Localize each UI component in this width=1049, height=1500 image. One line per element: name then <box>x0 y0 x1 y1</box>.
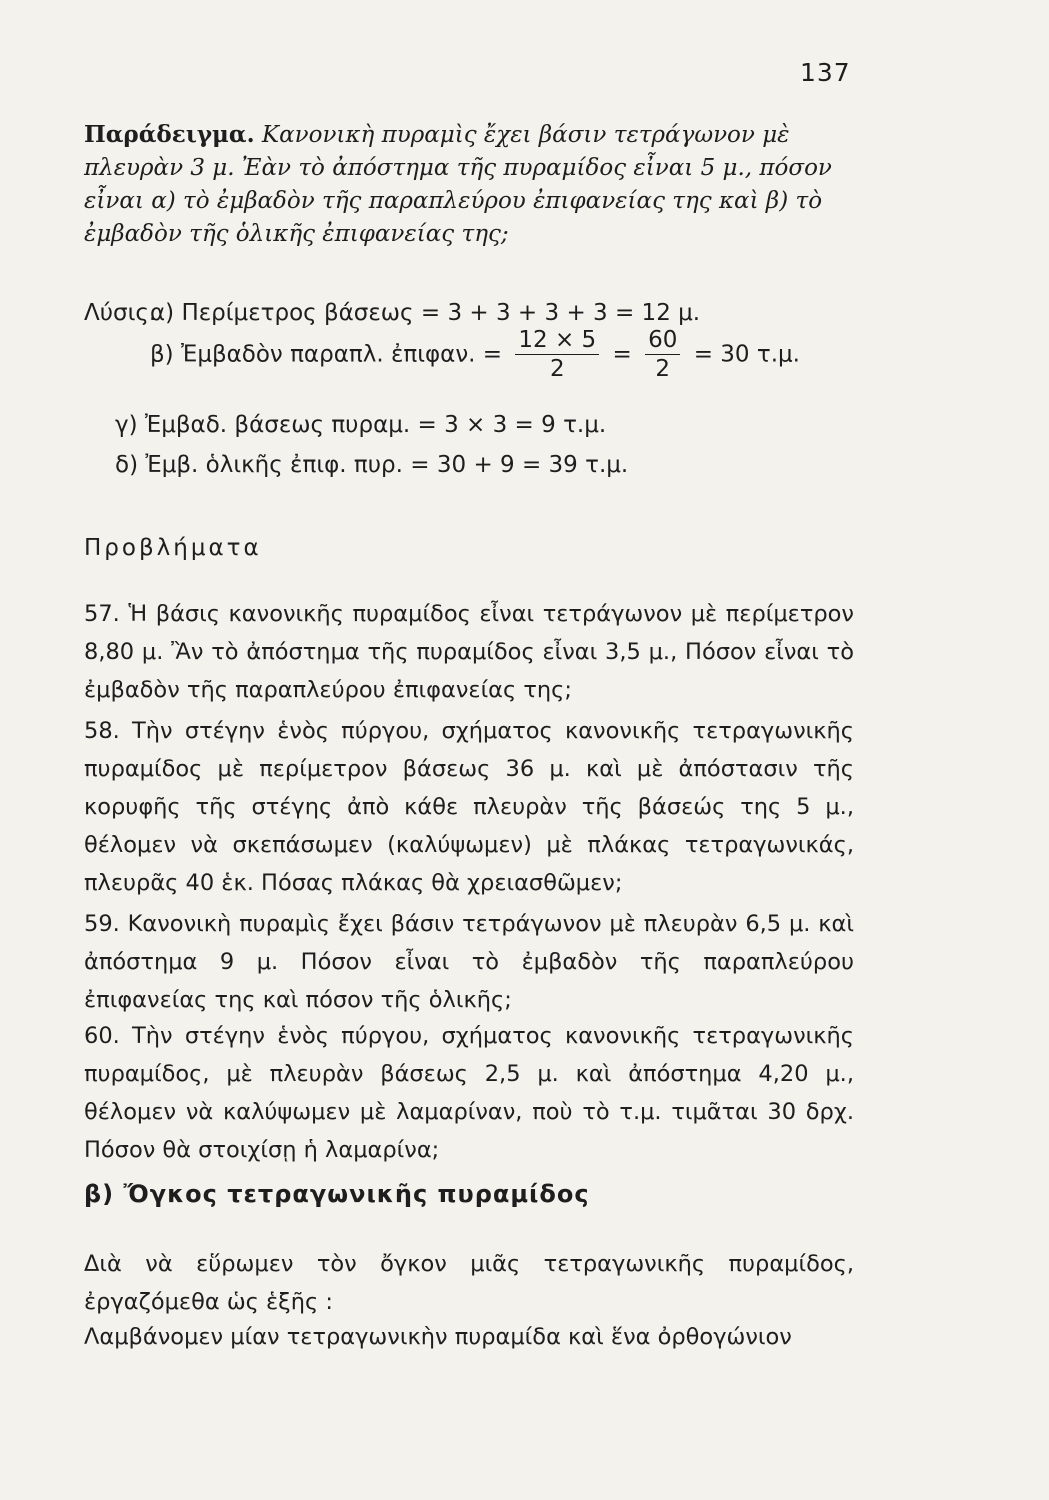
section-paragraph-1: Διὰ νὰ εὕρωμεν τὸν ὄγκον μιᾶς τετραγωνικῆς πυραμίδος, ἐργαζόμεθα ὡς ἑξῆς : <box>84 1251 854 1315</box>
solution-step-a: α) Περίμετρος βάσεως = 3 + 3 + 3 + 3 = 12 μ. <box>150 300 701 326</box>
fraction-12x5-over-2 <box>515 328 599 381</box>
problem-60: 60. Τὴν στέγην ἑνὸς πύργου, σχήματος κανονικῆς τετραγωνικῆς πυραμίδος, μὲ πλευρὰν βάσεως 2,5 μ. καὶ ἀπόστημα 4,20 μ., θέλομεν νὰ καλύψωμεν μὲ λαμαρίναν, ποὺ τὸ τ.μ. τιμᾶται 30 δρχ. Πόσον θὰ στοιχίσῃ ἡ λαμαρίνα; <box>84 1023 854 1163</box>
fraction-60-over-2 <box>645 328 680 381</box>
step-b-result: = 30 τ.μ. <box>693 341 800 368</box>
step-b-prefix: β) Ἐμβαδὸν παραπλ. ἐπιφαν. = <box>150 341 503 368</box>
fraction-denominator: 2 <box>549 356 565 382</box>
fraction-denominator: 2 <box>655 356 671 382</box>
problems-heading: Προβλήματα <box>84 535 262 561</box>
fraction-numerator: 12 × 5 <box>515 328 599 355</box>
solution-label: Λύσις. <box>84 300 157 326</box>
problem-57: 57. Ἡ βάσις κανονικῆς πυραμίδος εἶναι τετράγωνον μὲ περίμετρον 8,80 μ. Ἂν τὸ ἀπόστημα τῆς πυραμίδος εἶναι 3,5 μ., Πόσον εἶναι τὸ ἐμβαδὸν τῆς παραπλεύρου ἐπιφανείας της; <box>84 601 854 703</box>
solution-step-d: δ) Ἐμβ. ὁλικῆς ἐπιφ. πυρ. = 30 + 9 = 39 τ.μ. <box>115 452 629 478</box>
example-paragraph <box>84 118 864 251</box>
page-number: 137 <box>800 58 851 87</box>
problem-58: 58. Τὴν στέγην ἑνὸς πύργου, σχήματος κανονικῆς τετραγωνικῆς πυραμίδος μὲ περίμετρον βάσεως 36 μ. καὶ μὲ ἀπόστασιν τῆς κορυφῆς τῆς στέγης ἀπὸ κάθε πλευρὰν τῆς βάσεώς της 5 μ., θέλομεν νὰ σκεπάσωμεν (καλύψωμεν) μὲ πλάκας τετραγωνικάς, πλευρᾶς 40 ἑκ. Πόσας πλάκας θὰ χρειασθῶμεν; <box>84 718 854 896</box>
equals-sign: = <box>612 341 632 368</box>
solution-step-c: γ) Ἐμβαδ. βάσεως πυραμ. = 3 × 3 = 9 τ.μ. <box>115 412 607 438</box>
solution-step-b <box>150 328 800 381</box>
section-paragraph-2: Λαμβάνομεν μίαν τετραγωνικὴν πυραμίδα καὶ ἕνα ὀρθογώνιον <box>84 1324 792 1350</box>
fraction-numerator: 60 <box>645 328 680 355</box>
section-title: β) Ὄγκος τετραγωνικῆς πυραμίδος <box>84 1180 590 1208</box>
example-label: Παράδειγμα. <box>84 121 255 148</box>
example-text: Κανονικὴ πυραμὶς ἔχει βάσιν τετράγωνον μὲ πλευρὰν 3 μ. Ἐὰν τὸ ἀπόστημα τῆς πυραμίδος εἶναι 5 μ., πόσον εἶναι α) τὸ ἐμβαδὸν τῆς παραπλεύρου ἐπιφανείας της καὶ β) τὸ ἐμβαδὸν τῆς ὁλικῆς ἐπιφανείας της; <box>84 122 832 247</box>
problem-59: 59. Κανονικὴ πυραμὶς ἔχει βάσιν τετράγωνον μὲ πλευρὰν 6,5 μ. καὶ ἀπόστημα 9 μ. Πόσον εἶναι τὸ ἐμβαδὸν τῆς παραπλεύρου ἐπιφανείας της καὶ πόσον τῆς ὁλικῆς; <box>84 911 854 1013</box>
